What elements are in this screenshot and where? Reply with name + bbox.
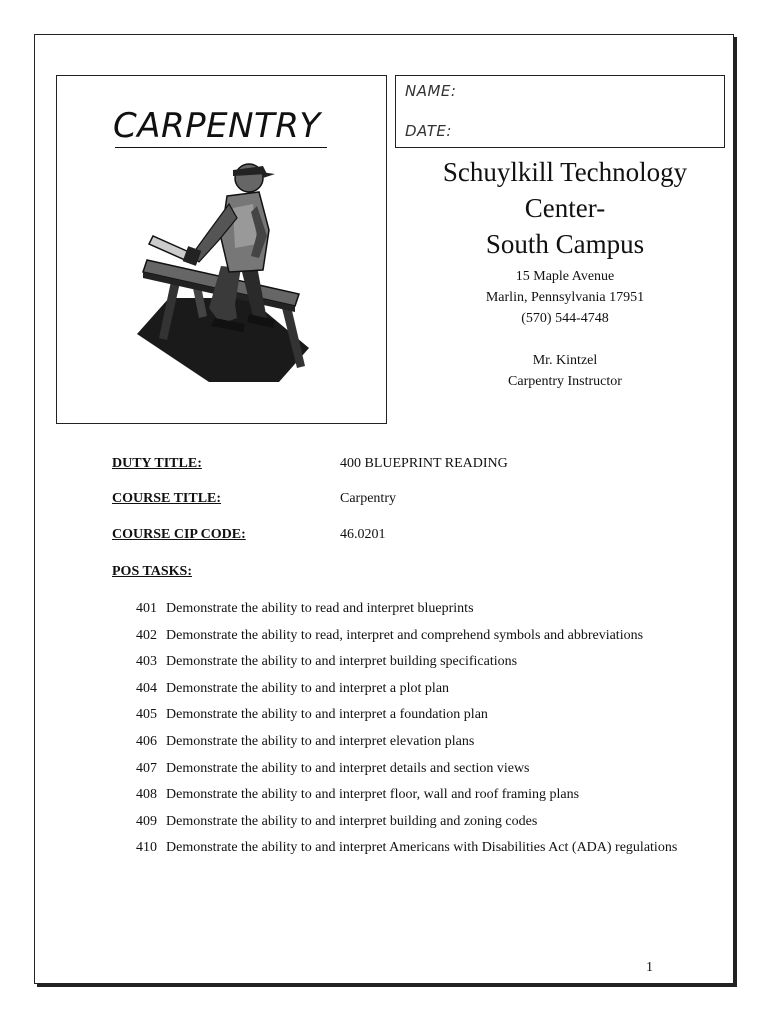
task-description: Demonstrate the ability to and interpret building specifications: [166, 654, 518, 670]
school-name-line1: Schuylkill Technology: [442, 157, 688, 187]
task-number: 404: [136, 680, 157, 696]
school-address-line1: 15 Maple Avenue: [515, 269, 615, 284]
task-item: [136, 756, 696, 783]
school-phone: (570) 544-4748: [521, 311, 609, 326]
task-item: [136, 649, 696, 676]
task-number: 410: [136, 840, 157, 856]
duty-title-value: 400 BLUEPRINT READING: [340, 456, 508, 471]
task-number: 408: [136, 787, 157, 803]
course-title-value: Carpentry: [340, 491, 396, 506]
logo-box: [56, 75, 387, 424]
name-field-label: NAME:: [405, 82, 457, 100]
logo-title: CARPENTRY: [113, 106, 321, 146]
task-description: Demonstrate the ability to read and interpret blueprints: [166, 601, 474, 616]
task-description: Demonstrate the ability to and interpret floor, wall and roof framing plans: [166, 787, 580, 803]
task-number: 409: [136, 813, 157, 829]
task-number: 403: [136, 654, 157, 670]
instructor-name: Mr. Kintzel: [532, 353, 598, 368]
task-item: [136, 596, 696, 623]
cip-code-value: 46.0201: [340, 527, 386, 542]
cip-code-label: COURSE CIP CODE:: [112, 527, 246, 542]
duty-title-label: DUTY TITLE:: [112, 456, 202, 471]
school-name-line3: South Campus: [485, 229, 645, 259]
school-name-line2: Center-: [524, 193, 606, 223]
task-number: 407: [136, 760, 157, 776]
task-description: Demonstrate the ability to and interpret Americans with Disabilities Act (ADA) regulations: [166, 840, 678, 856]
task-number: 401: [136, 601, 157, 616]
task-number: 405: [136, 707, 157, 723]
task-description: Demonstrate the ability to and interpret a foundation plan: [166, 707, 488, 723]
date-field-label: DATE:: [405, 122, 452, 140]
task-item: [136, 809, 696, 836]
name-date-box: [395, 75, 725, 148]
task-description: Demonstrate the ability to read, interpret and comprehend symbols and abbreviations: [166, 627, 644, 643]
task-number: 402: [136, 627, 157, 643]
course-title-label: COURSE TITLE:: [112, 491, 222, 506]
task-item: [136, 782, 696, 809]
task-item: [136, 676, 696, 703]
task-description: Demonstrate the ability to and interpret a plot plan: [166, 680, 450, 696]
task-description: Demonstrate the ability to and interpret elevation plans: [166, 733, 475, 749]
school-info: [410, 154, 720, 392]
task-number: 406: [136, 733, 157, 749]
task-item: [136, 623, 696, 650]
page-number: 1: [646, 960, 653, 975]
pos-tasks-label: POS TASKS:: [112, 564, 193, 579]
task-item: [136, 835, 696, 862]
instructor-title: Carpentry Instructor: [508, 374, 622, 389]
task-item: [136, 729, 696, 756]
carpenter-sawing-icon: [129, 148, 311, 382]
task-description: Demonstrate the ability to and interpret building and zoning codes: [166, 813, 538, 829]
pos-tasks-list: [136, 596, 696, 862]
task-item: [136, 702, 696, 729]
task-description: Demonstrate the ability to and interpret details and section views: [166, 760, 530, 776]
school-address-line2: Marlin, Pennsylvania 17951: [485, 290, 645, 305]
